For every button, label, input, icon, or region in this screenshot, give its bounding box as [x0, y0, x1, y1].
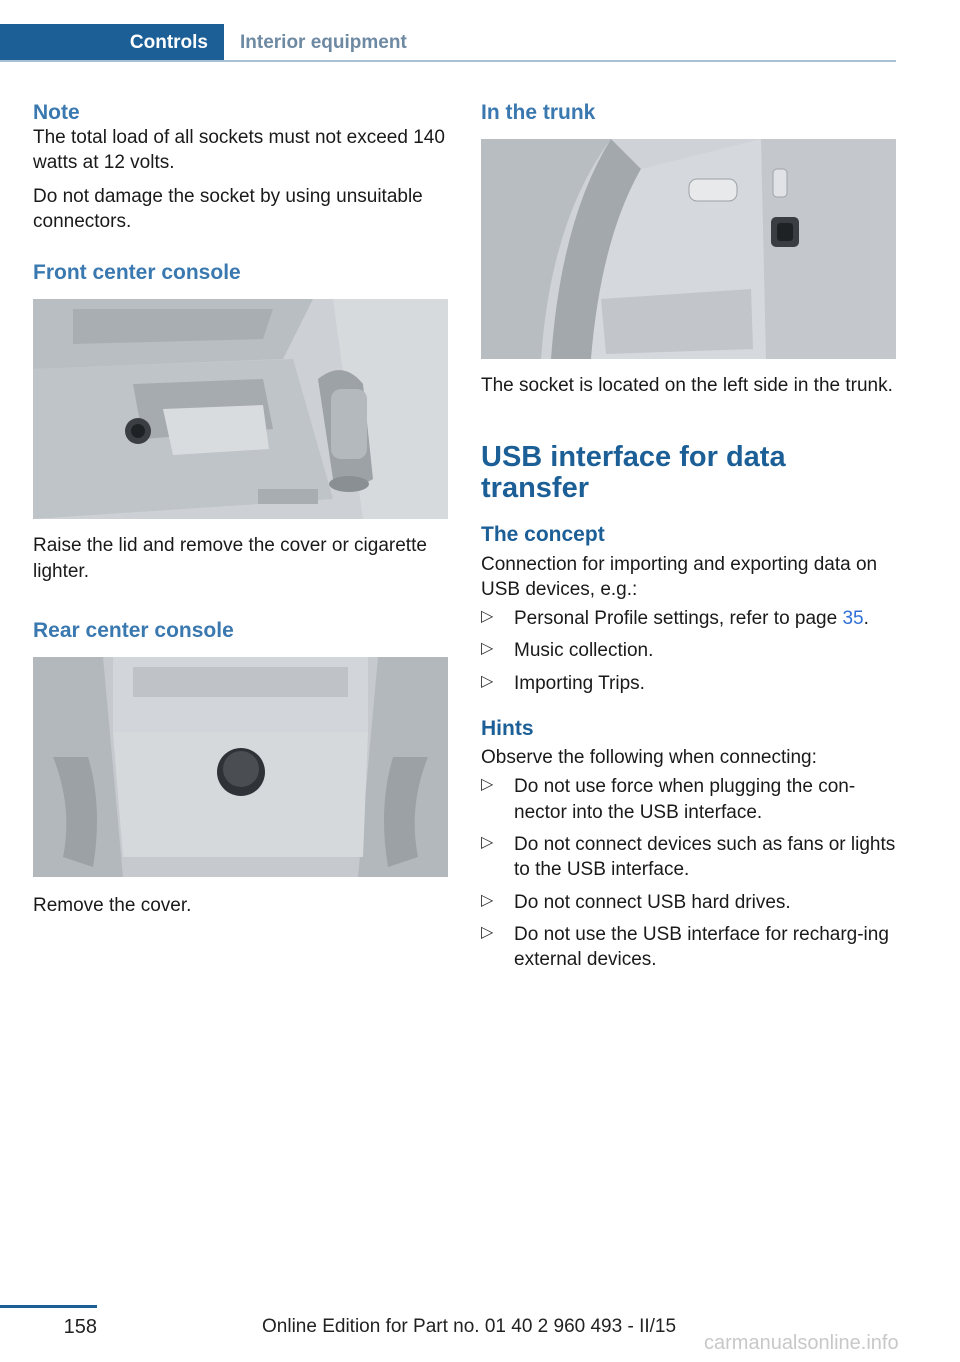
page-link[interactable]: 35	[842, 608, 864, 630]
front-console-illustration	[33, 299, 448, 519]
watermark: carmanualsonline.info	[704, 1332, 899, 1354]
concept-list	[481, 606, 896, 696]
concept-text: Connection for importing and exporting data on USB devices, e.g.:	[481, 553, 878, 600]
list-item-tail: .	[863, 608, 869, 630]
right-column	[481, 100, 896, 984]
triangle-bullet-icon: ▷	[481, 672, 494, 690]
header-rule	[0, 60, 896, 62]
triangle-bullet-icon: ▷	[481, 776, 494, 794]
footer-rule	[0, 1305, 97, 1308]
hints-text: Observe the following when connecting:	[481, 747, 817, 769]
front-console-caption: Raise the lid and remove the cover or cigarette lighter.	[33, 535, 427, 582]
list-item-text: Personal Profile settings, refer to page	[514, 608, 843, 630]
list-item-text: Music collection.	[514, 640, 654, 662]
hints-heading: Hints	[481, 717, 534, 740]
list-item	[481, 774, 896, 825]
list-item-text: Do not use the USB interface for recharg‐ing external devices.	[514, 923, 889, 971]
list-item-text: Do not connect devices such as fans or lights to the USB interface.	[514, 833, 896, 881]
triangle-bullet-icon: ▷	[481, 640, 494, 658]
triangle-bullet-icon: ▷	[481, 608, 494, 626]
triangle-bullet-icon: ▷	[481, 891, 494, 909]
list-item	[481, 671, 896, 696]
list-item-text: Importing Trips.	[514, 672, 645, 694]
header-tab-interior-equipment: Interior equipment	[240, 32, 407, 53]
list-item	[481, 606, 896, 631]
note-heading: Note	[33, 101, 80, 124]
list-item	[481, 922, 896, 973]
rear-console-caption: Remove the cover.	[33, 895, 192, 917]
list-item	[481, 890, 896, 915]
front-console-heading: Front center console	[33, 261, 241, 285]
concept-heading: The concept	[481, 523, 605, 547]
list-item-text: Do not connect USB hard drives.	[514, 891, 791, 913]
trunk-heading: In the trunk	[481, 101, 596, 124]
note-paragraph-load: The total load of all sockets must not exceed 140 watts at 12 volts.	[33, 127, 445, 174]
hints-list	[481, 774, 896, 972]
header-tab-controls: Controls	[0, 24, 224, 62]
list-item-text: Do not use force when plugging the con‐nector into the USB interface.	[514, 776, 856, 823]
rear-console-heading: Rear center console	[33, 618, 234, 642]
trunk-caption: The socket is located on the left side in the trunk.	[481, 375, 893, 397]
list-item	[481, 638, 896, 663]
note-paragraph-connectors: Do not damage the socket by using unsuitable connectors.	[33, 185, 423, 232]
list-item	[481, 832, 896, 883]
page-number: 158	[63, 1316, 97, 1338]
usb-section-heading: USB interface for data transfer	[481, 441, 786, 505]
rear-console-illustration	[33, 657, 448, 877]
edition-line: Online Edition for Part no. 01 40 2 960 493 - II/15	[262, 1316, 677, 1337]
trunk-illustration	[481, 139, 896, 359]
triangle-bullet-icon: ▷	[481, 833, 494, 851]
triangle-bullet-icon: ▷	[481, 923, 494, 941]
left-column	[33, 100, 448, 918]
